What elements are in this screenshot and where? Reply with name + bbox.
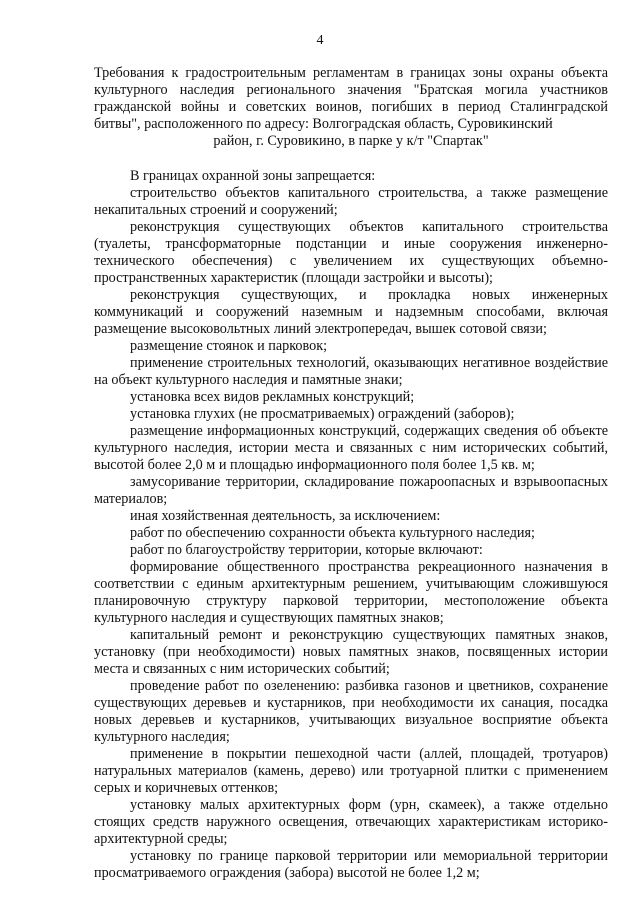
list-item: иная хозяйственная деятельность, за исключением:	[130, 508, 441, 524]
list-item: размещение стоянок и парковок;	[130, 338, 328, 354]
list-item: работ по обеспечению сохранности объекта культурного наследия;	[130, 525, 535, 541]
list-item: формирование общественного пространства рекреационного назначения в соответствии с единым архитектурным решением, учитывающим сложившуюся планировочную структуру парковой территории, местоположение объекта культурного наследия и существующих памятных знаков;	[94, 559, 608, 626]
document-title	[94, 65, 608, 150]
list-item: применение строительных технологий, оказывающих негативное воздействие на объект культурного наследия и памятные знаки;	[94, 355, 608, 388]
list-item: работ по благоустройству территории, которые включают:	[130, 542, 483, 558]
title-last-line: район, г. Суровикино, в парке у к/т "Спартак"	[213, 133, 489, 149]
list-item: установка глухих (не просматриваемых) ограждений (заборов);	[130, 406, 515, 422]
list-item: установка всех видов рекламных конструкций;	[130, 389, 415, 405]
list-item: установку по границе парковой территории или мемориальной территории просматриваемого ограждения (забора) высотой не более 1,2 м;	[94, 848, 608, 881]
document-body	[94, 168, 608, 882]
list-item: проведение работ по озеленению: разбивка газонов и цветников, сохранение существующих деревьев и кустарников, при необходимости их санация, посадка новых деревьев и кустарников, учитывающих визуальное восприятие объекта культурного наследия;	[94, 678, 608, 745]
title-main: Требования к градостроительным регламентам в границах зоны охраны объекта культурного наследия регионального значения "Братская могила участников гражданской войны и советских воинов, погибших в период Сталинградской битвы", расположенного по адресу: Волгоградская область, Суровикинский	[94, 65, 608, 132]
list-item: размещение информационных конструкций, содержащих сведения об объекте культурного наследия, истории места и связанных с ним исторических событий, высотой более 2,0 м и площадью информационного поля более 1,5 кв. м;	[94, 423, 608, 473]
section-intro: В границах охранной зоны запрещается:	[130, 168, 376, 184]
page-number: 4	[316, 33, 324, 48]
list-item: замусоривание территории, складирование пожароопасных и взрывоопасных материалов;	[94, 474, 608, 507]
list-item: реконструкция существующих объектов капитального строительства (туалеты, трансформаторные подстанции и иные сооружения инженерно-технического обеспечения) с увеличением их существующих объемно-пространственных характеристик (площади застройки и высоты);	[94, 219, 608, 286]
list-item: строительство объектов капитального строительства, а также размещение некапитальных строений и сооружений;	[94, 185, 608, 218]
list-item: применение в покрытии пешеходной части (аллей, площадей, тротуаров) натуральных материалов (камень, дерево) или тротуарной плитки с применением серых и коричневых оттенков;	[94, 746, 608, 796]
list-item: капитальный ремонт и реконструкцию существующих памятных знаков, установку (при необходимости) новых памятных знаков, посвященных истории места и связанных с ним исторических событий;	[94, 627, 608, 677]
list-item: установку малых архитектурных форм (урн, скамеек), а также отдельно стоящих средств наружного освещения, отвечающих характеристикам историко-архитектурной среды;	[94, 797, 608, 847]
list-item: реконструкция существующих, и прокладка новых инженерных коммуникаций и сооружений наземным и надземным способами, включая размещение высоковольтных линий электропередач, вышек сотовой связи;	[94, 287, 608, 337]
